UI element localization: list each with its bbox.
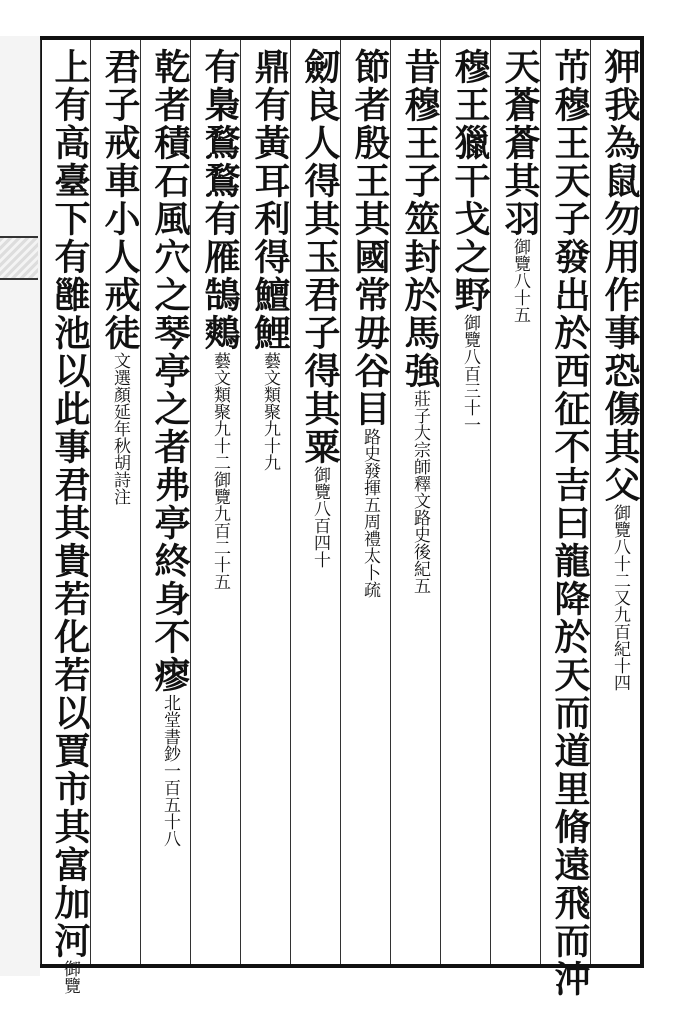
annotation-note: 紀十四 xyxy=(610,640,630,691)
main-text: 昔穆王子筮封於馬強 xyxy=(399,48,441,390)
text-column xyxy=(540,40,591,998)
column-text xyxy=(91,48,141,505)
annotation-note: 莊子大宗師釋文路史後紀五 xyxy=(410,390,430,594)
main-text: 鼎有黃耳利得鱣鯉 xyxy=(249,48,291,352)
main-text: 芇穆王天子發出於西征不吉曰龍降於天而道里脩遠飛而沖 xyxy=(549,48,591,998)
text-column xyxy=(590,40,640,964)
text-column xyxy=(390,40,440,964)
text-column xyxy=(90,40,140,964)
column-text xyxy=(141,48,191,847)
text-column xyxy=(190,40,240,964)
main-text: 乾者積石風穴之琴亭之者弗亭終身不瘳 xyxy=(149,48,191,694)
text-frame xyxy=(40,36,644,998)
annotation-note: 藝文類聚九十九 xyxy=(260,352,280,471)
text-column xyxy=(340,40,390,964)
text-column xyxy=(490,40,540,964)
column-text xyxy=(291,48,341,568)
annotation-note: 北堂書鈔一百五十八 xyxy=(160,694,180,847)
annotation-note: 御覽 xyxy=(60,960,80,994)
text-columns xyxy=(40,40,641,998)
text-column xyxy=(140,40,190,964)
annotation-note: 御覽八百四十 xyxy=(310,466,330,568)
column-text xyxy=(391,48,441,594)
text-column xyxy=(240,40,290,964)
adjacent-page-border xyxy=(0,236,38,280)
annotation-note: 藝文類聚九十二御覽九百二十五 xyxy=(210,352,230,590)
text-column xyxy=(440,40,490,964)
main-text: 節者殷王其國常毋谷目 xyxy=(349,48,391,428)
column-text xyxy=(441,48,491,433)
column-text xyxy=(491,48,541,323)
annotation-note: 御覽八十五 xyxy=(510,238,530,323)
column-text xyxy=(191,48,241,590)
main-text: 穆王獵干戈之野 xyxy=(449,48,491,314)
annotation-note: 御覽八百三十一 xyxy=(460,314,480,433)
text-column xyxy=(40,40,91,994)
annotation-note: 路史發揮五周禮太卜疏 xyxy=(360,428,380,598)
main-text: 天蒼蒼其羽 xyxy=(499,48,541,238)
column-text xyxy=(41,48,91,994)
main-text: 上有高臺下有雝池以此事君其貴若化若以賈市其富加河 xyxy=(49,48,91,960)
column-text xyxy=(341,48,391,598)
main-text: 有梟鶩鶩有雁鵠鷞 xyxy=(199,48,241,352)
main-text: 狎我為鼠勿用作事恐傷其父 xyxy=(599,48,641,504)
column-text xyxy=(591,48,641,691)
annotation-note: 御覽八十二又九百 xyxy=(610,504,630,640)
column-text xyxy=(541,48,591,998)
main-text: 君子戒車小人戒徒 xyxy=(99,48,141,352)
main-text: 劒良人得其玉君子得其粟 xyxy=(299,48,341,466)
annotation-note: 文選顏延年秋胡詩注 xyxy=(110,352,130,505)
adjacent-page-strip xyxy=(0,36,40,976)
column-text xyxy=(241,48,291,471)
text-column xyxy=(290,40,340,964)
